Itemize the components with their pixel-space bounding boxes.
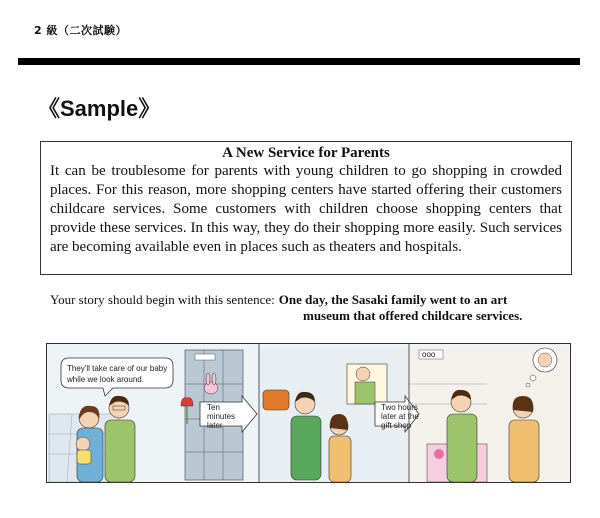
comic-illustration [47,344,571,483]
man-in-picture [347,364,387,404]
header-divider [18,58,580,65]
comic-strip [46,343,571,483]
exam-grade-label: 2 級（二次試験） [34,24,127,37]
passage-title: A New Service for Parents [222,145,390,161]
first-sentence-line1: One day, the Sasaki family went to an art [278,292,508,307]
instruction [50,292,522,324]
arrow2-line1: Two hours [381,403,418,412]
instruction-lead: Your story should begin with this sentence: [50,292,275,307]
locker-sign [195,354,215,360]
arrow2-line2: later at the [381,412,419,421]
arrow2-line3: gift shop [381,421,412,430]
bubble-line2: while we look around. [67,375,144,384]
mother-figure [76,406,103,482]
arrow1-line1: Ten [207,403,220,412]
shop-sign-text: ooo [422,350,436,359]
handbag [263,390,289,410]
bubble-line1: They'll take care of our baby [67,364,168,373]
passage-box [40,141,572,275]
arrow1-line2: minutes [207,412,236,421]
first-sentence-line2: museum that offered childcare services. [303,308,523,323]
woman-in-panel2 [329,414,351,482]
sample-title: 《Sample》 [38,96,161,121]
arrow1-line3: later [207,421,223,430]
passage-body: It can be troublesome for parents with young children to go shopping in crowded places. For this reason, more shopping centers have started offering their customers childcare services. Some customers with children choose shopping centers that provide these services. In this way, they do their shopping more easily. Such services are becoming available even in places such as theaters and hospitals. [50,163,562,255]
